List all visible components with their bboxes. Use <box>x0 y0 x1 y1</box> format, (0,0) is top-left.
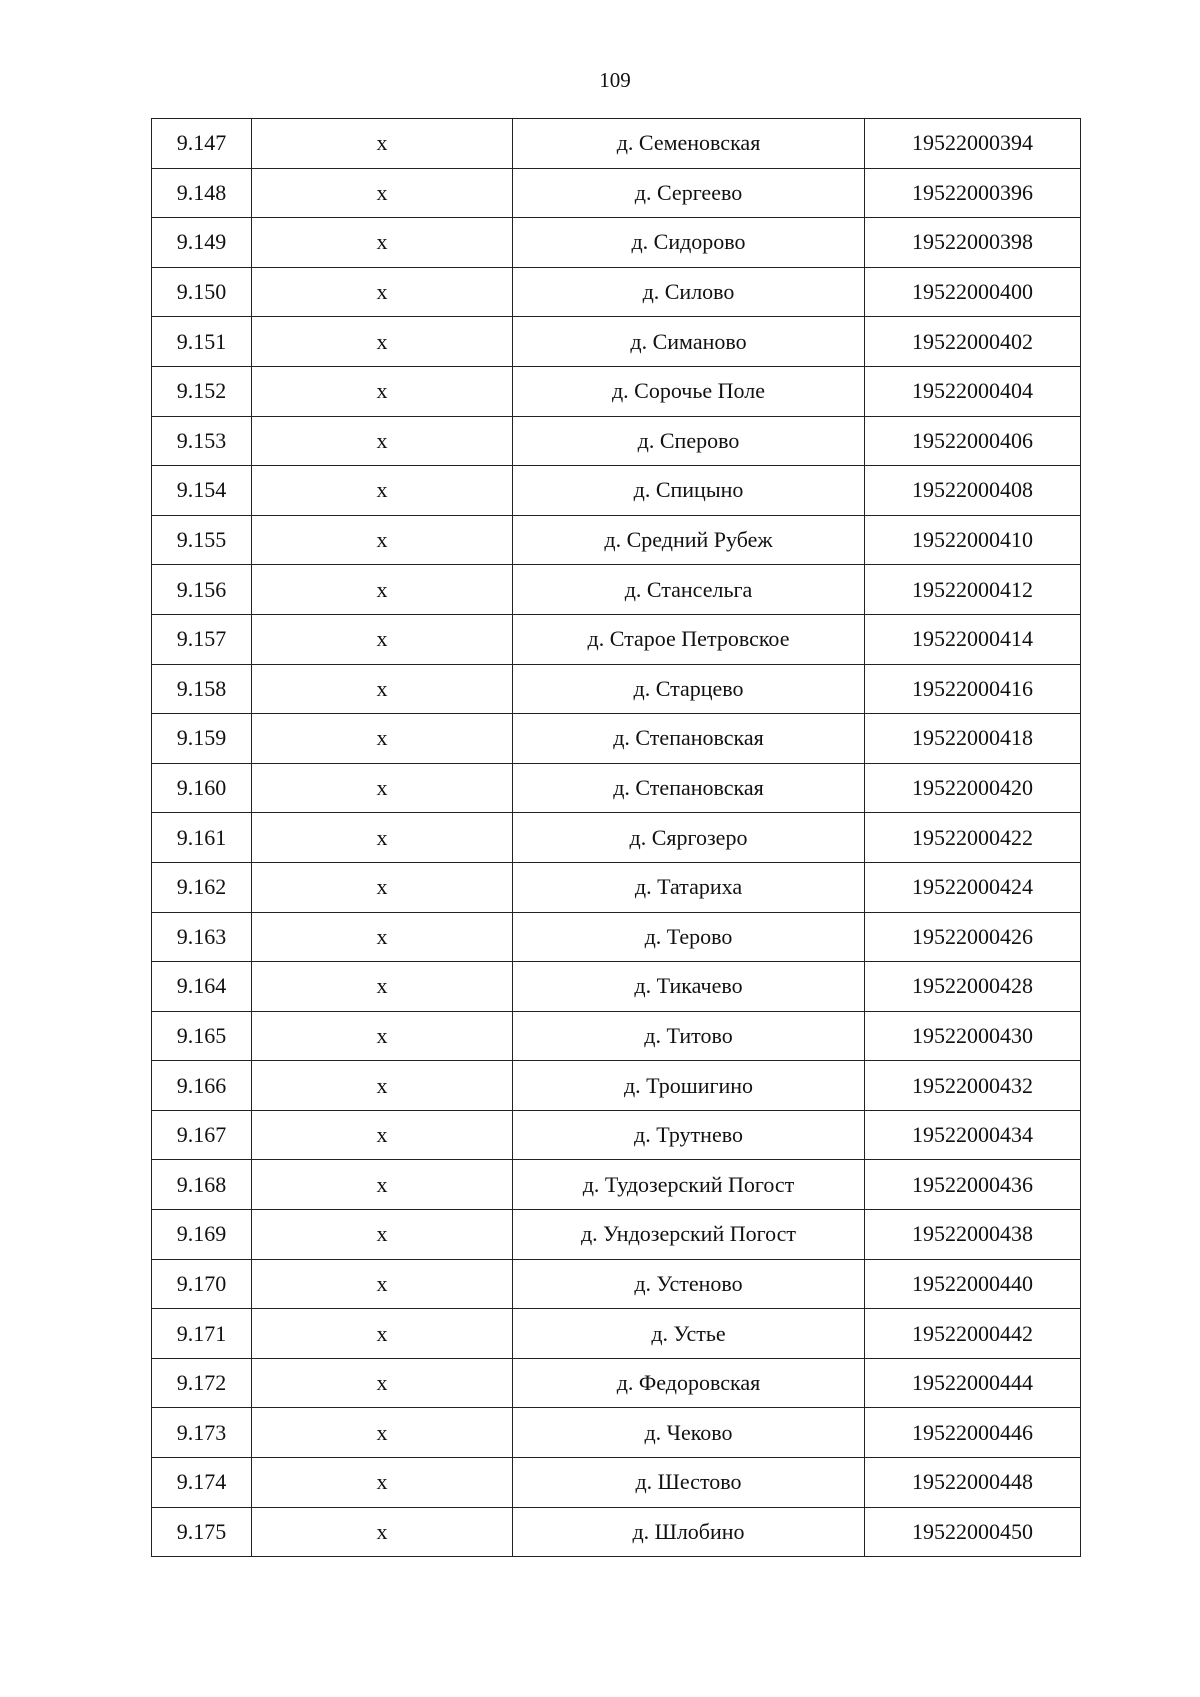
code-cell: 19522000428 <box>865 962 1081 1012</box>
table-row <box>152 1507 1081 1557</box>
row-number-cell: 9.164 <box>152 962 252 1012</box>
mark-cell: x <box>252 862 513 912</box>
code-cell: 19522000440 <box>865 1259 1081 1309</box>
code-cell: 19522000414 <box>865 614 1081 664</box>
row-number-cell: 9.157 <box>152 614 252 664</box>
row-number-cell: 9.168 <box>152 1160 252 1210</box>
mark-cell: x <box>252 763 513 813</box>
row-number-cell: 9.151 <box>152 317 252 367</box>
table-row <box>152 515 1081 565</box>
code-cell: 19522000394 <box>865 119 1081 169</box>
table-row <box>152 714 1081 764</box>
row-number-cell: 9.156 <box>152 565 252 615</box>
mark-cell: x <box>252 1210 513 1260</box>
page-number: 109 <box>599 68 631 92</box>
table-row <box>152 317 1081 367</box>
mark-cell: x <box>252 962 513 1012</box>
code-cell: 19522000442 <box>865 1309 1081 1359</box>
row-number-cell: 9.162 <box>152 862 252 912</box>
row-number-cell: 9.153 <box>152 416 252 466</box>
settlement-name-cell: д. Сергеево <box>513 168 865 218</box>
settlement-name-cell: д. Устье <box>513 1309 865 1359</box>
table-row <box>152 267 1081 317</box>
table-row <box>152 962 1081 1012</box>
settlement-name-cell: д. Сорочье Поле <box>513 366 865 416</box>
row-number-cell: 9.152 <box>152 366 252 416</box>
table-row <box>152 416 1081 466</box>
settlement-name-cell: д. Трутнево <box>513 1110 865 1160</box>
settlement-name-cell: д. Трошигино <box>513 1061 865 1111</box>
code-cell: 19522000426 <box>865 912 1081 962</box>
code-cell: 19522000406 <box>865 416 1081 466</box>
table-row <box>152 1210 1081 1260</box>
row-number-cell: 9.150 <box>152 267 252 317</box>
mark-cell: x <box>252 813 513 863</box>
settlement-name-cell: д. Ундозерский Погост <box>513 1210 865 1260</box>
code-cell: 19522000404 <box>865 366 1081 416</box>
settlement-name-cell: д. Титово <box>513 1011 865 1061</box>
code-cell: 19522000420 <box>865 763 1081 813</box>
settlement-name-cell: д. Степановская <box>513 714 865 764</box>
table-row <box>152 119 1081 169</box>
row-number-cell: 9.166 <box>152 1061 252 1111</box>
mark-cell: x <box>252 1507 513 1557</box>
code-cell: 19522000418 <box>865 714 1081 764</box>
mark-cell: x <box>252 416 513 466</box>
row-number-cell: 9.165 <box>152 1011 252 1061</box>
settlement-table <box>151 118 1081 1557</box>
code-cell: 19522000446 <box>865 1408 1081 1458</box>
code-cell: 19522000424 <box>865 862 1081 912</box>
code-cell: 19522000412 <box>865 565 1081 615</box>
settlement-name-cell: д. Терово <box>513 912 865 962</box>
row-number-cell: 9.155 <box>152 515 252 565</box>
table-row <box>152 1011 1081 1061</box>
mark-cell: x <box>252 168 513 218</box>
table-row <box>152 1458 1081 1508</box>
settlement-name-cell: д. Сяргозеро <box>513 813 865 863</box>
mark-cell: x <box>252 317 513 367</box>
code-cell: 19522000422 <box>865 813 1081 863</box>
table-row <box>152 1358 1081 1408</box>
mark-cell: x <box>252 119 513 169</box>
code-cell: 19522000410 <box>865 515 1081 565</box>
mark-cell: x <box>252 366 513 416</box>
row-number-cell: 9.167 <box>152 1110 252 1160</box>
settlement-name-cell: д. Старое Петровское <box>513 614 865 664</box>
mark-cell: x <box>252 1011 513 1061</box>
mark-cell: x <box>252 267 513 317</box>
settlement-name-cell: д. Тикачево <box>513 962 865 1012</box>
row-number-cell: 9.158 <box>152 664 252 714</box>
table-body <box>152 119 1081 1557</box>
code-cell: 19522000430 <box>865 1011 1081 1061</box>
row-number-cell: 9.163 <box>152 912 252 962</box>
settlement-name-cell: д. Старцево <box>513 664 865 714</box>
mark-cell: x <box>252 1358 513 1408</box>
table-row <box>152 168 1081 218</box>
mark-cell: x <box>252 1110 513 1160</box>
code-cell: 19522000416 <box>865 664 1081 714</box>
code-cell: 19522000432 <box>865 1061 1081 1111</box>
table-row <box>152 614 1081 664</box>
mark-cell: x <box>252 218 513 268</box>
table-row <box>152 664 1081 714</box>
code-cell: 19522000400 <box>865 267 1081 317</box>
code-cell: 19522000396 <box>865 168 1081 218</box>
table-row <box>152 1408 1081 1458</box>
settlement-name-cell: д. Сперово <box>513 416 865 466</box>
settlement-name-cell: д. Шлобино <box>513 1507 865 1557</box>
mark-cell: x <box>252 1259 513 1309</box>
row-number-cell: 9.149 <box>152 218 252 268</box>
table-row <box>152 763 1081 813</box>
row-number-cell: 9.160 <box>152 763 252 813</box>
code-cell: 19522000408 <box>865 466 1081 516</box>
code-cell: 19522000444 <box>865 1358 1081 1408</box>
row-number-cell: 9.148 <box>152 168 252 218</box>
table-row <box>152 218 1081 268</box>
row-number-cell: 9.154 <box>152 466 252 516</box>
mark-cell: x <box>252 912 513 962</box>
settlement-name-cell: д. Степановская <box>513 763 865 813</box>
mark-cell: x <box>252 614 513 664</box>
mark-cell: x <box>252 1160 513 1210</box>
table-row <box>152 1259 1081 1309</box>
mark-cell: x <box>252 1309 513 1359</box>
settlement-name-cell: д. Силово <box>513 267 865 317</box>
code-cell: 19522000436 <box>865 1160 1081 1210</box>
settlement-name-cell: д. Спицыно <box>513 466 865 516</box>
table-row <box>152 862 1081 912</box>
row-number-cell: 9.174 <box>152 1458 252 1508</box>
table-row <box>152 1110 1081 1160</box>
table-row <box>152 565 1081 615</box>
row-number-cell: 9.173 <box>152 1408 252 1458</box>
settlement-name-cell: д. Семеновская <box>513 119 865 169</box>
settlement-name-cell: д. Чеково <box>513 1408 865 1458</box>
mark-cell: x <box>252 1408 513 1458</box>
settlement-name-cell: д. Симаново <box>513 317 865 367</box>
settlement-name-cell: д. Устеново <box>513 1259 865 1309</box>
row-number-cell: 9.170 <box>152 1259 252 1309</box>
mark-cell: x <box>252 466 513 516</box>
row-number-cell: 9.147 <box>152 119 252 169</box>
settlement-name-cell: д. Федоровская <box>513 1358 865 1408</box>
table-row <box>152 912 1081 962</box>
settlement-name-cell: д. Татариха <box>513 862 865 912</box>
table-row <box>152 813 1081 863</box>
code-cell: 19522000438 <box>865 1210 1081 1260</box>
table-row <box>152 466 1081 516</box>
settlement-name-cell: д. Тудозерский Погост <box>513 1160 865 1210</box>
code-cell: 19522000448 <box>865 1458 1081 1508</box>
row-number-cell: 9.161 <box>152 813 252 863</box>
table-row <box>152 1309 1081 1359</box>
mark-cell: x <box>252 565 513 615</box>
code-cell: 19522000402 <box>865 317 1081 367</box>
table-row <box>152 366 1081 416</box>
settlement-name-cell: д. Средний Рубеж <box>513 515 865 565</box>
table-row <box>152 1061 1081 1111</box>
row-number-cell: 9.159 <box>152 714 252 764</box>
row-number-cell: 9.175 <box>152 1507 252 1557</box>
code-cell: 19522000434 <box>865 1110 1081 1160</box>
mark-cell: x <box>252 1061 513 1111</box>
table-row <box>152 1160 1081 1210</box>
row-number-cell: 9.171 <box>152 1309 252 1359</box>
mark-cell: x <box>252 1458 513 1508</box>
settlement-name-cell: д. Сидорово <box>513 218 865 268</box>
code-cell: 19522000398 <box>865 218 1081 268</box>
mark-cell: x <box>252 664 513 714</box>
code-cell: 19522000450 <box>865 1507 1081 1557</box>
settlement-name-cell: д. Шестово <box>513 1458 865 1508</box>
row-number-cell: 9.172 <box>152 1358 252 1408</box>
mark-cell: x <box>252 515 513 565</box>
row-number-cell: 9.169 <box>152 1210 252 1260</box>
settlement-name-cell: д. Стансельга <box>513 565 865 615</box>
mark-cell: x <box>252 714 513 764</box>
